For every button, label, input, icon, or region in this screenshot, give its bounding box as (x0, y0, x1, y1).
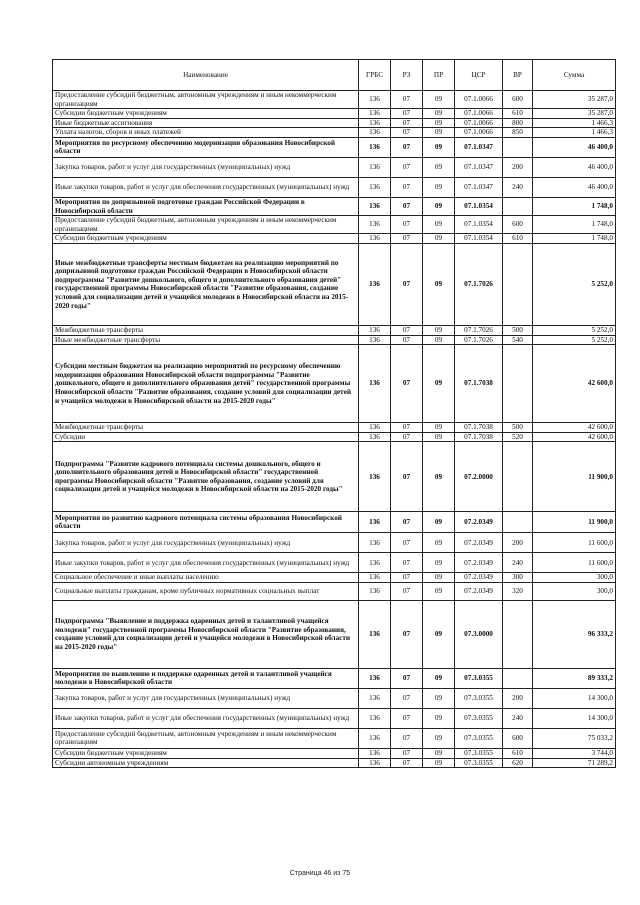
cell-rz: 07 (391, 432, 423, 442)
cell-rz: 07 (391, 512, 423, 533)
table-body (53, 91, 616, 768)
cell-csr: 07.2.0349 (455, 582, 503, 600)
cell-vr (503, 668, 533, 688)
cell-name: Предоставление субсидий бюджетным, автономным учреждениям и иным некоммерческим организациям (53, 728, 359, 748)
cell-name: Иные закупки товаров, работ и услуг для обеспечения государственных (муниципальных) нужд (53, 708, 359, 728)
cell-vr: 540 (503, 335, 533, 345)
cell-name: Субсидии автономным учреждениям (53, 758, 359, 768)
table-row (53, 423, 616, 433)
cell-vr: 200 (503, 533, 533, 553)
cell-pr: 09 (423, 423, 455, 433)
cell-name: Иные бюджетные ассигнования (53, 118, 359, 128)
cell-name: Субсидии бюджетным учреждениям (53, 748, 359, 758)
cell-rz: 07 (391, 109, 423, 119)
header-rz: РЗ (391, 60, 423, 91)
cell-pr: 09 (423, 600, 455, 668)
cell-rz: 07 (391, 177, 423, 197)
cell-name: Подпрограмма "Выявление и поддержка одаренных детей и талантливой учащейся молодежи" государственной программы Новосибирской области "Развитие образования, создание условий для социализации детей и учащейся молодежи в Новосибирской области на 2015-2020 годы" (53, 600, 359, 668)
cell-name: Закупка товаров, работ и услуг для государственных (муниципальных) нужд (53, 533, 359, 553)
cell-rz: 07 (391, 216, 423, 234)
cell-name: Межбюджетные трансферты (53, 423, 359, 433)
cell-grbs: 136 (359, 553, 391, 573)
cell-sum: 1 748,0 (533, 234, 616, 244)
cell-vr (503, 243, 533, 325)
cell-grbs: 136 (359, 177, 391, 197)
cell-csr: 07.1.0066 (455, 91, 503, 109)
cell-pr: 09 (423, 137, 455, 157)
cell-grbs: 136 (359, 128, 391, 138)
table-row (53, 582, 616, 600)
cell-pr: 09 (423, 442, 455, 512)
table-row (53, 668, 616, 688)
cell-rz: 07 (391, 442, 423, 512)
cell-grbs: 136 (359, 600, 391, 668)
cell-sum: 75 033,2 (533, 728, 616, 748)
cell-name: Подпрограмма "Развитие кадрового потенциала системы дошкольного, общего и дополнительного образования детей в Новосибирской области" государственной программы Новосибирской области "Развитие образования, создание условий для социализации детей и учащейся молодежи в Новосибирской области на 2015-2020 годы" (53, 442, 359, 512)
cell-name: Предоставление субсидий бюджетным, автономным учреждениям и иным некоммерческим организациям (53, 91, 359, 109)
cell-csr: 07.1.7026 (455, 335, 503, 345)
cell-csr: 07.2.0000 (455, 442, 503, 512)
cell-grbs: 136 (359, 423, 391, 433)
table-row (53, 157, 616, 177)
cell-sum: 300,0 (533, 582, 616, 600)
cell-name: Иные закупки товаров, работ и услуг для обеспечения государственных (муниципальных) нужд (53, 177, 359, 197)
cell-rz: 07 (391, 758, 423, 768)
cell-rz: 07 (391, 157, 423, 177)
cell-rz: 07 (391, 708, 423, 728)
cell-pr: 09 (423, 345, 455, 423)
cell-rz: 07 (391, 553, 423, 573)
budget-table (52, 59, 616, 768)
table-row (53, 688, 616, 708)
table-row (53, 109, 616, 119)
cell-vr: 240 (503, 553, 533, 573)
cell-pr: 09 (423, 197, 455, 215)
cell-grbs: 136 (359, 582, 391, 600)
cell-vr: 320 (503, 582, 533, 600)
table-row (53, 758, 616, 768)
cell-sum: 14 300,0 (533, 688, 616, 708)
cell-sum: 11 900,0 (533, 442, 616, 512)
cell-pr: 09 (423, 688, 455, 708)
cell-sum: 5 252,0 (533, 325, 616, 335)
table-row (53, 708, 616, 728)
cell-pr: 09 (423, 533, 455, 553)
cell-grbs: 136 (359, 345, 391, 423)
cell-vr: 610 (503, 748, 533, 758)
cell-name: Иные межбюджетные трансферты (53, 335, 359, 345)
table-row (53, 335, 616, 345)
cell-csr: 07.3.0000 (455, 600, 503, 668)
cell-name: Уплата налогов, сборов и иных платежей (53, 128, 359, 138)
cell-vr: 200 (503, 157, 533, 177)
cell-rz: 07 (391, 118, 423, 128)
cell-csr: 07.3.0355 (455, 728, 503, 748)
cell-rz: 07 (391, 91, 423, 109)
cell-csr: 07.1.7026 (455, 325, 503, 335)
cell-vr: 850 (503, 128, 533, 138)
table-row (53, 432, 616, 442)
cell-grbs: 136 (359, 432, 391, 442)
cell-pr: 09 (423, 553, 455, 573)
cell-rz: 07 (391, 688, 423, 708)
cell-vr: 240 (503, 708, 533, 728)
cell-vr: 600 (503, 91, 533, 109)
table-row (53, 345, 616, 423)
cell-pr: 09 (423, 728, 455, 748)
cell-vr (503, 442, 533, 512)
cell-sum: 11 900,0 (533, 512, 616, 533)
cell-rz: 07 (391, 668, 423, 688)
cell-grbs: 136 (359, 118, 391, 128)
cell-sum: 35 287,0 (533, 109, 616, 119)
cell-grbs: 136 (359, 748, 391, 758)
header-sum: Сумма (533, 60, 616, 91)
cell-vr: 500 (503, 325, 533, 335)
cell-csr: 07.1.7038 (455, 345, 503, 423)
cell-pr: 09 (423, 573, 455, 583)
cell-vr (503, 512, 533, 533)
cell-vr (503, 345, 533, 423)
cell-rz: 07 (391, 728, 423, 748)
cell-name: Субсидии местным бюджетам на реализацию мероприятий по ресурсному обеспечению модернизации образования Новосибирской области подпрограммы "Развитие дошкольного, общего и дополнительного образования детей" государственной программы Новосибирской области "Развитие образования, создание условий для социализации детей и учащейся молодежи в Новосибирской области на 2015-2020 годы" (53, 345, 359, 423)
page-number: Страница 46 из 75 (289, 870, 351, 877)
cell-csr: 07.1.0354 (455, 197, 503, 215)
cell-vr: 610 (503, 234, 533, 244)
cell-sum: 5 252,0 (533, 335, 616, 345)
cell-grbs: 136 (359, 758, 391, 768)
cell-sum: 71 289,2 (533, 758, 616, 768)
cell-sum: 46 400,0 (533, 137, 616, 157)
cell-vr: 240 (503, 177, 533, 197)
table-row (53, 91, 616, 109)
cell-rz: 07 (391, 600, 423, 668)
table-row (53, 325, 616, 335)
table-row (53, 128, 616, 138)
cell-csr: 07.1.0347 (455, 137, 503, 157)
cell-csr: 07.3.0355 (455, 758, 503, 768)
cell-grbs: 136 (359, 573, 391, 583)
cell-csr: 07.1.0066 (455, 109, 503, 119)
cell-sum: 42 600,0 (533, 432, 616, 442)
cell-grbs: 136 (359, 234, 391, 244)
cell-grbs: 136 (359, 668, 391, 688)
cell-rz: 07 (391, 335, 423, 345)
cell-grbs: 136 (359, 708, 391, 728)
cell-grbs: 136 (359, 512, 391, 533)
cell-csr: 07.3.0355 (455, 748, 503, 758)
cell-rz: 07 (391, 243, 423, 325)
cell-pr: 09 (423, 512, 455, 533)
cell-pr: 09 (423, 335, 455, 345)
cell-grbs: 136 (359, 216, 391, 234)
cell-vr: 620 (503, 758, 533, 768)
header-pr: ПР (423, 60, 455, 91)
cell-name: Закупка товаров, работ и услуг для государственных (муниципальных) нужд (53, 157, 359, 177)
cell-vr: 600 (503, 216, 533, 234)
cell-sum: 46 400,0 (533, 157, 616, 177)
cell-csr: 07.1.0066 (455, 118, 503, 128)
cell-vr: 200 (503, 688, 533, 708)
cell-sum: 3 744,0 (533, 748, 616, 758)
cell-csr: 07.1.0347 (455, 157, 503, 177)
cell-name: Иные межбюджетные трансферты местным бюджетам на реализацию мероприятий по допризывной подготовке граждан Российской Федерации в Новосибирской области подпрограммы "Развитие дошкольного, общего и дополнительного образования детей" государственной программы Новосибирской области "Развитие образования, создание условий для социализации детей и учащейся молодежи в Новосибирской области на 2015-2020 годы" (53, 243, 359, 325)
cell-rz: 07 (391, 345, 423, 423)
cell-grbs: 136 (359, 137, 391, 157)
cell-sum: 11 600,0 (533, 533, 616, 553)
table-row (53, 553, 616, 573)
cell-csr: 07.1.7038 (455, 423, 503, 433)
cell-grbs: 136 (359, 688, 391, 708)
table-row (53, 177, 616, 197)
table-row (53, 137, 616, 157)
cell-pr: 09 (423, 582, 455, 600)
table-row (53, 600, 616, 668)
table-header-row (53, 60, 616, 91)
cell-vr (503, 137, 533, 157)
cell-name: Межбюджетные трансферты (53, 325, 359, 335)
cell-grbs: 136 (359, 243, 391, 325)
cell-pr: 09 (423, 243, 455, 325)
table-row (53, 197, 616, 215)
header-grbs: ГРБС (359, 60, 391, 91)
cell-sum: 300,0 (533, 573, 616, 583)
cell-csr: 07.3.0355 (455, 708, 503, 728)
table-row (53, 216, 616, 234)
cell-pr: 09 (423, 91, 455, 109)
cell-name: Субсидии (53, 432, 359, 442)
cell-vr (503, 600, 533, 668)
cell-csr: 07.2.0349 (455, 573, 503, 583)
cell-vr: 800 (503, 118, 533, 128)
cell-csr: 07.3.0355 (455, 688, 503, 708)
cell-csr: 07.2.0349 (455, 533, 503, 553)
cell-grbs: 136 (359, 91, 391, 109)
cell-pr: 09 (423, 758, 455, 768)
cell-sum: 1 466,3 (533, 118, 616, 128)
cell-pr: 09 (423, 234, 455, 244)
cell-grbs: 136 (359, 325, 391, 335)
cell-vr: 300 (503, 573, 533, 583)
cell-grbs: 136 (359, 442, 391, 512)
cell-pr: 09 (423, 216, 455, 234)
cell-rz: 07 (391, 137, 423, 157)
cell-name: Субсидии бюджетным учреждениям (53, 234, 359, 244)
cell-sum: 96 333,2 (533, 600, 616, 668)
cell-sum: 14 300,0 (533, 708, 616, 728)
cell-csr: 07.1.7038 (455, 432, 503, 442)
cell-name: Закупка товаров, работ и услуг для государственных (муниципальных) нужд (53, 688, 359, 708)
cell-name: Иные закупки товаров, работ и услуг для обеспечения государственных (муниципальных) нужд (53, 553, 359, 573)
cell-sum: 42 600,0 (533, 345, 616, 423)
cell-pr: 09 (423, 157, 455, 177)
cell-rz: 07 (391, 325, 423, 335)
cell-pr: 09 (423, 118, 455, 128)
table-row (53, 748, 616, 758)
cell-pr: 09 (423, 708, 455, 728)
cell-csr: 07.3.0355 (455, 668, 503, 688)
cell-rz: 07 (391, 234, 423, 244)
cell-csr: 07.2.0349 (455, 512, 503, 533)
cell-sum: 1 466,3 (533, 128, 616, 138)
header-csr: ЦСР (455, 60, 503, 91)
cell-name: Социальные выплаты гражданам, кроме публичных нормативных социальных выплат (53, 582, 359, 600)
cell-csr: 07.2.0349 (455, 553, 503, 573)
table-row (53, 728, 616, 748)
cell-csr: 07.1.0347 (455, 177, 503, 197)
cell-sum: 89 333,2 (533, 668, 616, 688)
table-row (53, 442, 616, 512)
cell-sum: 5 252,0 (533, 243, 616, 325)
table-row (53, 573, 616, 583)
cell-pr: 09 (423, 325, 455, 335)
cell-csr: 07.1.0354 (455, 234, 503, 244)
cell-name: Социальное обеспечение и иные выплаты населению (53, 573, 359, 583)
header-name: Наименование (53, 60, 359, 91)
cell-sum: 1 748,0 (533, 197, 616, 215)
cell-grbs: 136 (359, 109, 391, 119)
cell-grbs: 136 (359, 728, 391, 748)
table-row (53, 234, 616, 244)
cell-name: Субсидии бюджетным учреждениям (53, 109, 359, 119)
cell-name: Мероприятия по допризывной подготовке граждан Российской Федерации в Новосибирской области (53, 197, 359, 215)
cell-grbs: 136 (359, 157, 391, 177)
cell-rz: 07 (391, 128, 423, 138)
cell-grbs: 136 (359, 533, 391, 553)
cell-name: Мероприятия по выявлению и поддержке одаренных детей и талантливой учащейся молодежи в Новосибирской области (53, 668, 359, 688)
cell-name: Предоставление субсидий бюджетным, автономным учреждениям и иным некоммерческим организациям (53, 216, 359, 234)
cell-pr: 09 (423, 432, 455, 442)
cell-vr (503, 197, 533, 215)
cell-pr: 09 (423, 177, 455, 197)
cell-pr: 09 (423, 109, 455, 119)
cell-vr: 520 (503, 432, 533, 442)
table-row (53, 512, 616, 533)
cell-name: Мероприятия по развитию кадрового потенциала системы образования Новосибирской области (53, 512, 359, 533)
cell-vr: 610 (503, 109, 533, 119)
cell-sum: 42 600,0 (533, 423, 616, 433)
cell-rz: 07 (391, 197, 423, 215)
cell-vr: 600 (503, 728, 533, 748)
cell-csr: 07.1.0066 (455, 128, 503, 138)
cell-rz: 07 (391, 582, 423, 600)
cell-sum: 11 600,0 (533, 553, 616, 573)
cell-grbs: 136 (359, 197, 391, 215)
table-row (53, 243, 616, 325)
cell-pr: 09 (423, 748, 455, 758)
cell-sum: 46 400,0 (533, 177, 616, 197)
table-row (53, 118, 616, 128)
cell-rz: 07 (391, 573, 423, 583)
cell-rz: 07 (391, 748, 423, 758)
cell-sum: 1 748,0 (533, 216, 616, 234)
table-row (53, 533, 616, 553)
cell-pr: 09 (423, 668, 455, 688)
cell-pr: 09 (423, 128, 455, 138)
cell-csr: 07.1.0354 (455, 216, 503, 234)
cell-sum: 35 287,0 (533, 91, 616, 109)
cell-name: Мероприятия по ресурсному обеспечению модернизации образования Новосибирской области (53, 137, 359, 157)
cell-rz: 07 (391, 423, 423, 433)
cell-csr: 07.1.7026 (455, 243, 503, 325)
cell-vr: 500 (503, 423, 533, 433)
header-vr: ВР (503, 60, 533, 91)
cell-grbs: 136 (359, 335, 391, 345)
cell-rz: 07 (391, 533, 423, 553)
